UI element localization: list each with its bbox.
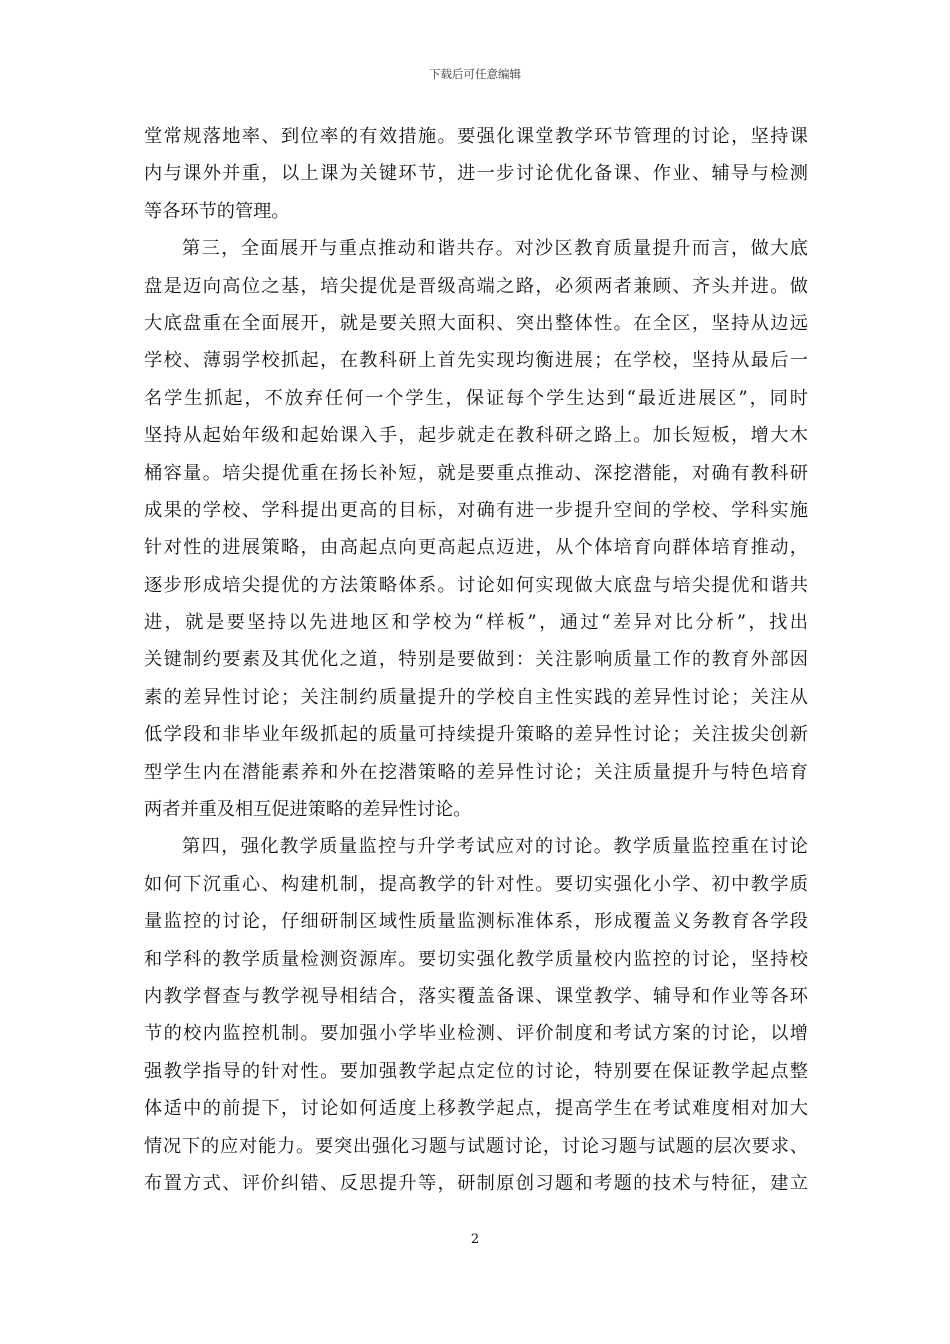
document-body [144, 118, 808, 1202]
text-line: 型学生内在潜能素养和外在挖潜策略的差异性讨论；关注质量提升与特色培育 [144, 761, 808, 783]
text-line: 和学科的教学质量检测资源库。要切实强化教学质量校内监控的讨论，坚持校 [144, 948, 808, 970]
paragraph-3 [144, 828, 808, 1202]
text-line: 逐步形成培尖提优的方法策略体系。讨论如何实现做大底盘与培尖提优和谐共 [144, 574, 808, 596]
text-line: 强教学指导的针对性。要加强教学起点定位的讨论，特别要在保证教学起点整 [144, 1060, 808, 1082]
text-line: 等各环节的管理。 [144, 200, 290, 222]
text-line: 名学生抓起，不放弃任何一个学生，保证每个学生达到“最近进展区”，同时 [144, 387, 808, 409]
text-line: 两者并重及相互促进策略的差异性讨论。 [144, 799, 472, 821]
text-line: 如何下沉重心、构建机制，提高教学的针对性。要切实强化小学、初中教学质 [144, 873, 808, 895]
text-line: 布置方式、评价纠错、反思提升等，研制原创习题和考题的技术与特征，建立 [144, 1172, 808, 1194]
text-line: 第三，全面展开与重点推动和谐共存。对沙区教育质量提升而言，做大底 [182, 238, 808, 260]
text-line: 进，就是要坚持以先进地区和学校为“样板”，通过“差异对比分析”，找出 [144, 612, 808, 634]
text-line: 节的校内监控机制。要加强小学毕业检测、评价制度和考试方案的讨论，以增 [144, 1023, 808, 1045]
text-line: 体适中的前提下，讨论如何适度上移教学起点，提高学生在考试难度相对加大 [144, 1098, 808, 1120]
text-line: 盘是迈向高位之基，培尖提优是晋级高端之路，必须两者兼顾、齐头并进。做 [144, 275, 808, 297]
text-line: 量监控的讨论，仔细研制区域性质量监测标准体系，形成覆盖义务教育各学段 [144, 911, 808, 933]
text-line: 情况下的应对能力。要突出强化习题与试题讨论，讨论习题与试题的层次要求、 [144, 1135, 808, 1157]
text-line: 堂常规落地率、到位率的有效措施。要强化课堂教学环节管理的讨论，坚持课 [144, 126, 808, 147]
text-line: 内与课外并重，以上课为关键环节，进一步讨论优化备课、作业、辅导与检测 [144, 163, 808, 185]
text-line: 成果的学校、学科提出更高的目标，对确有进一步提升空间的学校、学科实施 [144, 499, 808, 521]
text-line: 学校、薄弱学校抓起，在教科研上首先实现均衡进展；在学校，坚持从最后一 [144, 350, 808, 372]
text-line: 大底盘重在全面展开，就是要关照大面积、突出整体性。在全区，坚持从边远 [144, 312, 808, 334]
text-line: 第四，强化教学质量监控与升学考试应对的讨论。教学质量监控重在讨论 [182, 836, 808, 858]
page-header: 下载后可任意编辑 [429, 67, 521, 81]
text-line: 桶容量。培尖提优重在扬长补短，就是要重点推动、深挖潜能，对确有教科研 [144, 462, 808, 484]
paragraph-2 [144, 230, 808, 828]
text-line: 低学段和非毕业年级抓起的质量可持续提升策略的差异性讨论；关注拔尖创新 [144, 724, 808, 746]
text-line: 针对性的进展策略，由高起点向更高起点迈进，从个体培育向群体培育推动， [144, 537, 808, 559]
text-line: 坚持从起始年级和起始课入手，起步就走在教科研之路上。加长短板，增大木 [144, 425, 808, 447]
page-number: 2 [470, 1232, 480, 1247]
text-line: 素的差异性讨论；关注制约质量提升的学校自主性实践的差异性讨论；关注从 [144, 686, 808, 708]
text-line: 关键制约要素及其优化之道，特别是要做到：关注影响质量工作的教育外部因 [144, 649, 808, 671]
paragraph-1 [144, 118, 808, 230]
text-line: 内教学督查与教学视导相结合，落实覆盖备课、课堂教学、辅导和作业等各环 [144, 985, 808, 1007]
